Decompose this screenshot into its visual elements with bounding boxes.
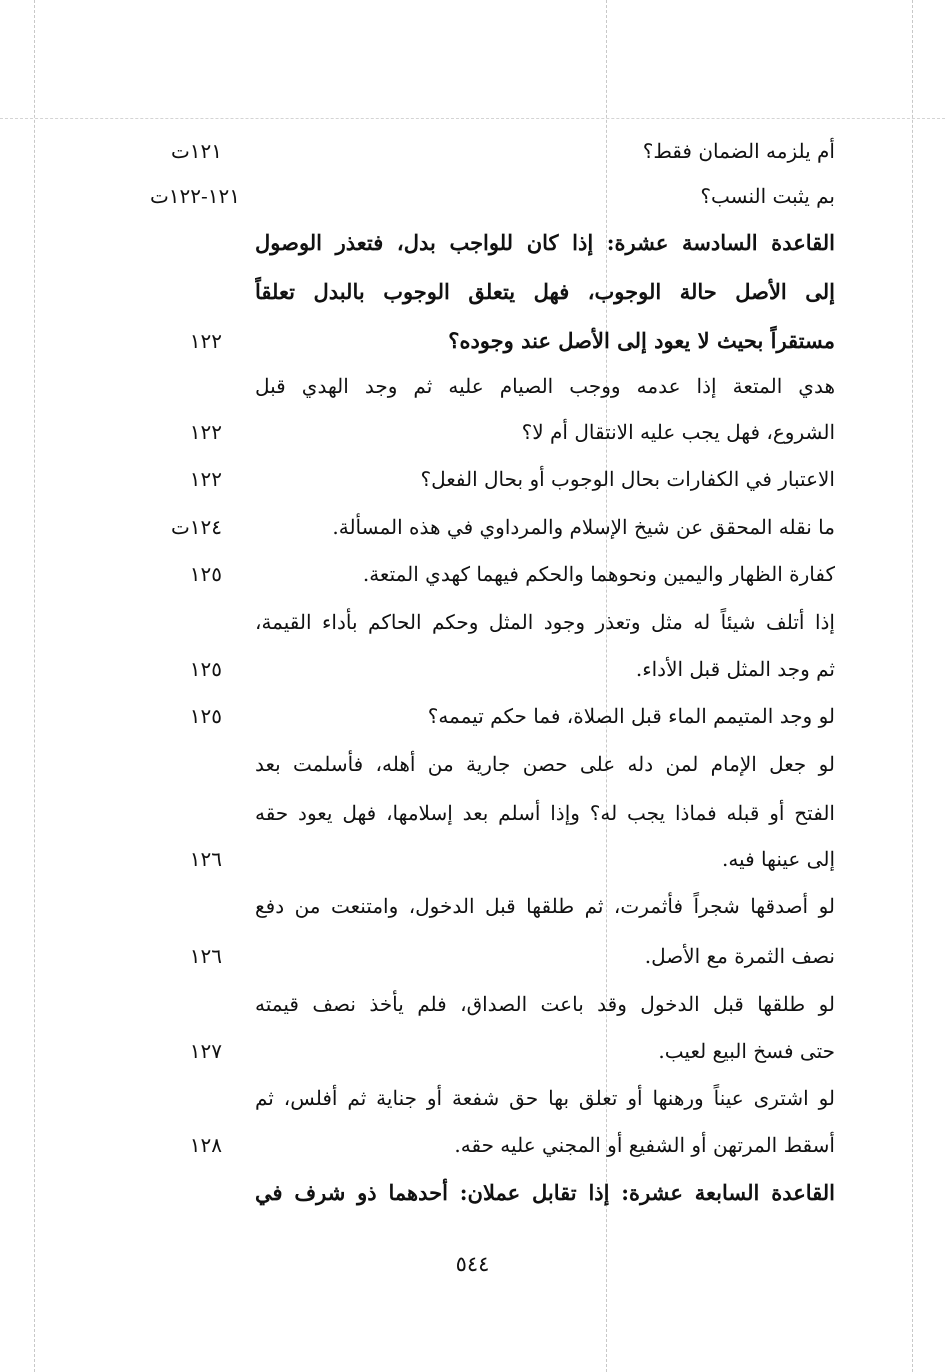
index-row	[0, 408, 945, 456]
rule-heading: القاعدة السادسة عشرة: إذا كان للواجب بدل، فتعذر الوصول	[255, 230, 835, 255]
index-row	[0, 835, 945, 883]
index-row	[0, 1169, 945, 1217]
index-row	[0, 268, 945, 316]
index-row	[0, 598, 945, 646]
index-row	[0, 740, 945, 788]
entry-text: لو أصدقها شجراً فأثمرت، ثم طلقها قبل الدخول، وامتنعت من دفع	[255, 894, 835, 918]
page-ref: ١٢٢	[189, 329, 222, 353]
entry-text: إلى عينها فيه.	[721, 847, 835, 871]
index-row	[0, 503, 945, 551]
index-row	[0, 1121, 945, 1169]
index-row	[0, 789, 945, 837]
index-row	[0, 980, 945, 1028]
page-ref: ١٢٥	[189, 562, 222, 586]
rule-heading: القاعدة السابعة عشرة: إذا تقابل عملان: أحدهما ذو شرف في	[255, 1180, 835, 1205]
page-ref	[112, 1074, 222, 1122]
page-ref: ١٢٥	[189, 657, 222, 681]
entry-text: أسقط المرتهن أو الشفيع أو المجني عليه حقه.	[454, 1133, 835, 1157]
index-row	[0, 172, 945, 220]
rule-heading: إلى الأصل حالة الوجوب، فهل يتعلق الوجوب بالبدل تعلقاً	[255, 279, 835, 304]
entry-text: كفارة الظهار واليمين ونحوهما والحكم فيهما كهدي المتعة.	[362, 562, 835, 586]
page-ref	[112, 598, 222, 646]
page-ref: ١٢٦	[189, 944, 222, 968]
page-ref: ١٢٢	[189, 467, 222, 491]
entry-text: بم يثبت النسب؟	[700, 184, 835, 208]
entry-text: لو طلقها قبل الدخول وقد باعت الصداق، فلم يأخذ نصف قيمته	[255, 992, 835, 1016]
page-ref: ١٢٥	[189, 704, 222, 728]
page-ref: ١٢١ت	[170, 139, 222, 163]
page-ref	[112, 740, 222, 788]
entry-text: نصف الثمرة مع الأصل.	[644, 944, 835, 968]
entry-text: الاعتبار في الكفارات بحال الوجوب أو بحال الفعل؟	[420, 467, 835, 491]
entry-text: الشروع، فهل يجب عليه الانتقال أم لا؟	[521, 420, 835, 444]
page-ref: ١٢٧	[189, 1039, 222, 1063]
index-row	[0, 550, 945, 598]
page-ref: ١٢٦	[189, 847, 222, 871]
entry-text: إذا أتلف شيئاً له مثل وتعذر وجود المثل وحكم الحاكم بأداء القيمة،	[255, 610, 835, 634]
index-row	[0, 1074, 945, 1122]
entry-text: أم يلزمه الضمان فقط؟	[642, 139, 835, 163]
index-row	[0, 317, 945, 365]
page-ref	[112, 789, 222, 837]
entry-text: الفتح أو قبله فماذا يجب له؟ وإذا أسلم بعد إسلامها، فهل يعود حقه	[255, 801, 835, 825]
index-row	[0, 1027, 945, 1075]
page-ref: ١٢٤ت	[170, 515, 222, 539]
index-row	[0, 692, 945, 740]
entry-text: لو جعل الإمام لمن دله على حصن جارية من أهله، فأسلمت بعد	[255, 752, 835, 776]
index-row	[0, 882, 945, 930]
page-ref	[112, 1169, 222, 1217]
scan-guide-line	[0, 118, 945, 119]
entry-text: لو وجد المتيمم الماء قبل الصلاة، فما حكم تيممه؟	[427, 704, 835, 728]
index-row	[0, 455, 945, 503]
page-number: ٥٤٤	[455, 1252, 490, 1276]
page-ref	[112, 362, 222, 410]
page-ref	[112, 882, 222, 930]
page-ref	[112, 219, 222, 267]
index-row	[0, 645, 945, 693]
index-row	[0, 219, 945, 267]
page-ref: ١٢٢	[189, 420, 222, 444]
page-ref: ١٢٨	[189, 1133, 222, 1157]
entry-text: هدي المتعة إذا عدمه ووجب الصيام عليه ثم وجد الهدي قبل	[255, 374, 835, 398]
page-ref: ١٢١-١٢٢ت	[149, 184, 240, 208]
index-row	[0, 932, 945, 980]
index-row	[0, 127, 945, 175]
page-ref	[112, 980, 222, 1028]
entry-text: ثم وجد المثل قبل الأداء.	[635, 657, 835, 681]
page-ref	[112, 268, 222, 316]
entry-text: حتى فسخ البيع لعيب.	[658, 1039, 835, 1063]
entry-text: ما نقله المحقق عن شيخ الإسلام والمرداوي في هذه المسألة.	[332, 515, 835, 539]
rule-heading: مستقراً بحيث لا يعود إلى الأصل عند وجوده؟	[448, 328, 835, 353]
entry-text: لو اشترى عيناً ورهنها أو تعلق بها حق شفعة أو جناية ثم أفلس، ثم	[255, 1086, 835, 1110]
index-row	[0, 362, 945, 410]
